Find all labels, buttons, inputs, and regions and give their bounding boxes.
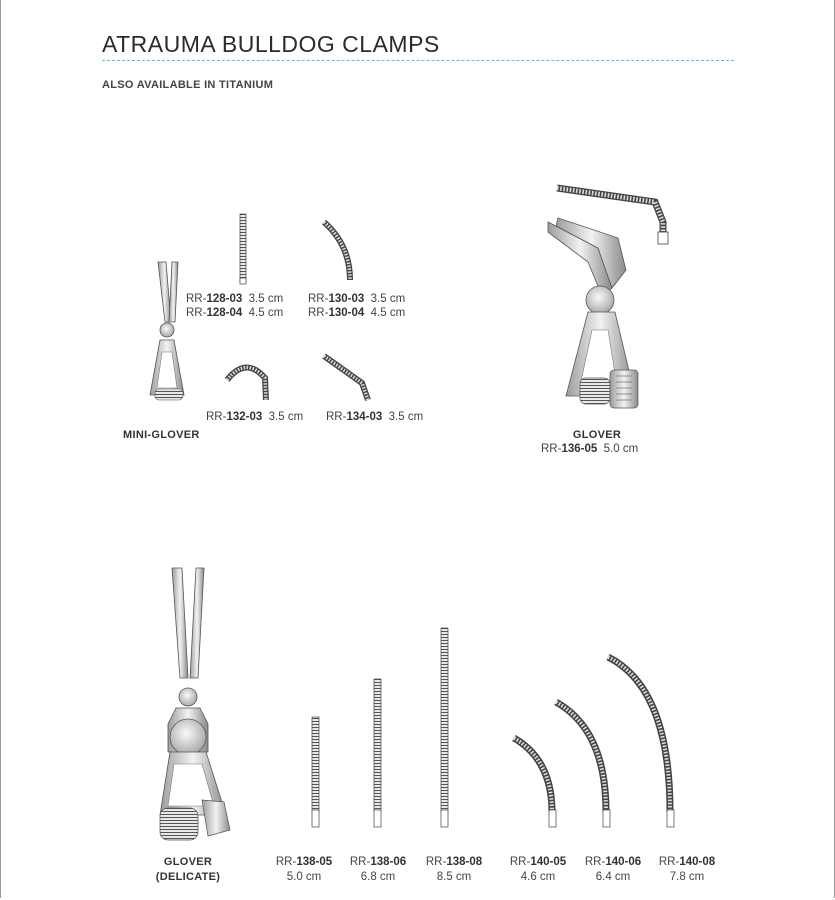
jaw-128-image	[240, 214, 246, 284]
jaw-138-05-image	[312, 717, 319, 827]
jaw-138-06-image	[374, 679, 381, 827]
item-130-04: RR-130-04 4.5 cm	[308, 307, 406, 319]
item-130-03: RR-130-03 3.5 cm	[308, 293, 406, 305]
item-128-03: RR-128-03 3.5 cm	[186, 293, 284, 305]
titanium-note: ALSO AVAILABLE IN TITANIUM	[102, 79, 274, 91]
jaw-140-06-image	[556, 702, 610, 827]
item-138-05: RR-138-05 5.0 cm	[275, 856, 333, 883]
jaw-134-image	[324, 356, 368, 400]
glover-clamp-image	[548, 188, 668, 408]
item-138-08: RR-138-08 8.5 cm	[425, 856, 483, 883]
item-140-06: RR-140-06 6.4 cm	[584, 856, 642, 883]
jaw-140-05-image	[514, 738, 556, 827]
item-128-04: RR-128-04 4.5 cm	[186, 307, 284, 319]
item-132-03: RR-132-03 3.5 cm	[206, 411, 304, 423]
item-140-05: RR-140-05 4.6 cm	[509, 856, 567, 883]
glover-delicate-name: GLOVER (DELICATE)	[155, 856, 221, 883]
item-134-03: RR-134-03 3.5 cm	[326, 411, 424, 423]
glover-delicate-clamp-image	[160, 568, 230, 840]
mini-glover-clamp-image	[150, 262, 184, 400]
glover-name: GLOVER	[572, 429, 622, 441]
jaw-138-08-image	[441, 628, 448, 827]
jaw-130-image	[324, 222, 350, 280]
item-138-06: RR-138-06 6.8 cm	[349, 856, 407, 883]
jaw-140-08-image	[608, 657, 674, 827]
jaw-132-image	[227, 367, 266, 400]
item-136-05: RR-136-05 5.0 cm	[541, 443, 639, 455]
page-title: ATRAUMA BULLDOG CLAMPS	[102, 31, 440, 58]
mini-glover-name: MINI-GLOVER	[123, 429, 200, 441]
item-140-08: RR-140-08 7.8 cm	[658, 856, 716, 883]
